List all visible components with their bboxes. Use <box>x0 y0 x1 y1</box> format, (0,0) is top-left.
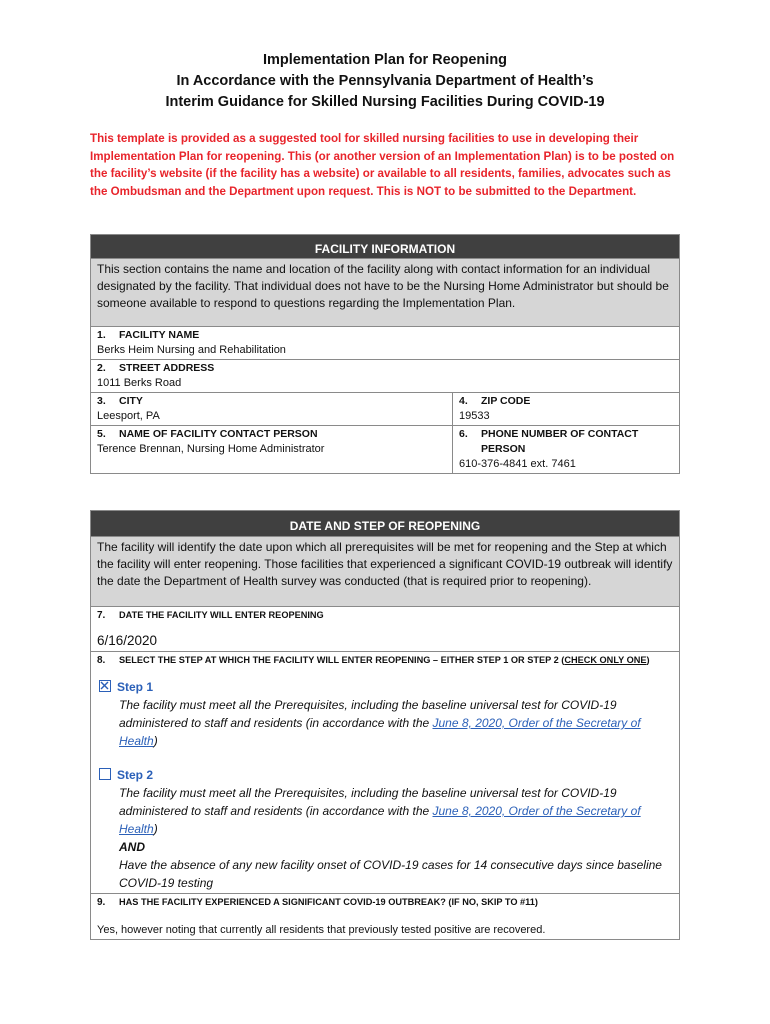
outbreak-field[interactable]: Yes, however noting that currently all residents that previously tested positive are recovered. <box>97 924 546 936</box>
city-label: 3. CITY <box>97 395 143 407</box>
city-cell <box>91 393 453 426</box>
step-1-description: The facility must meet all the Prerequisites, including the baseline universal test for COVID-19 administered to staff and residents (in accordance with the June 8, 2020, Order of the Secretary of Health) <box>119 698 641 748</box>
step-2-description-2: Have the absence of any new facility onset of COVID-19 cases for 14 consecutive days since baseline COVID-19 testing <box>119 858 662 890</box>
outbreak-cell <box>91 894 680 940</box>
step-2-checkbox[interactable] <box>99 768 111 780</box>
city-field[interactable]: Leesport, PA <box>97 410 160 422</box>
street-address-label: 2. STREET ADDRESS <box>97 362 215 374</box>
reopening-header: DATE AND STEP OF REOPENING <box>91 511 680 537</box>
step-1-option <box>97 678 673 750</box>
reopening-description: The facility will identify the date upon which all prerequisites will be met for reopening and the Step at which the facility will enter reopening. Those facilities that experienced a significant COVID-19 outbreak will identify the date the Department of Health survey was conducted (that is required prior to reopening). <box>91 537 680 607</box>
step-1-label: Step 1 <box>117 680 154 694</box>
step-1-order-link[interactable]: June 8, 2020, Order of the Secretary of Health <box>119 716 641 748</box>
phone-number-field[interactable]: 610-376-4841 ext. 7461 <box>459 458 576 470</box>
reopening-date-cell <box>91 607 680 652</box>
zip-code-field[interactable]: 19533 <box>459 410 490 422</box>
title-line-2: In Accordance with the Pennsylvania Department of Health’s <box>176 73 594 89</box>
title-line-1: Implementation Plan for Reopening <box>262 52 508 68</box>
contact-person-cell <box>91 426 453 474</box>
intro-notice: This template is provided as a suggested tool for skilled nursing facilities to use in developing their Implementation Plan for reopening. This (or another version of an Implementation Plan) is to be posted on the facility’s website (if the facility has a website) or available to all residents, families, advocates such as the Ombudsman and the Department upon request. This is NOT to be submitted to the Department. <box>90 132 675 198</box>
zip-code-label: 4. ZIP CODE <box>459 395 531 407</box>
step-2-option <box>97 766 673 892</box>
document-title <box>0 50 770 113</box>
title-line-3: Interim Guidance for Skilled Nursing Facilities During COVID-19 <box>165 94 605 110</box>
reopening-date-label: 7. DATE THE FACILITY WILL ENTER REOPENING <box>97 610 324 621</box>
street-address-cell <box>91 360 680 393</box>
step-2-order-link[interactable]: June 8, 2020, Order of the Secretary of Health <box>119 804 641 836</box>
checkmark-x-icon <box>100 681 109 690</box>
step-2-and: AND <box>119 840 145 854</box>
reopening-step-cell <box>91 652 680 894</box>
facility-name-field[interactable]: Berks Heim Nursing and Rehabilitation <box>97 344 286 356</box>
contact-person-label: 5. NAME OF FACILITY CONTACT PERSON <box>97 428 318 440</box>
step-1-checkbox[interactable] <box>99 680 111 692</box>
reopening-table <box>90 510 680 940</box>
step-2-label: Step 2 <box>117 768 154 782</box>
facility-name-cell <box>91 327 680 360</box>
facility-header: FACILITY INFORMATION <box>91 235 680 259</box>
street-address-field[interactable]: 1011 Berks Road <box>97 377 182 389</box>
phone-number-cell <box>453 426 680 474</box>
reopening-step-label: 8. SELECT THE STEP AT WHICH THE FACILITY WILL ENTER REOPENING – EITHER STEP 1 OR STEP 2 (CHECK ONLY ONE) <box>97 655 650 666</box>
facility-name-label: 1. FACILITY NAME <box>97 329 200 341</box>
reopening-date-field[interactable]: 6/16/2020 <box>97 633 158 648</box>
outbreak-label: 9. HAS THE FACILITY EXPERIENCED A SIGNIFICANT COVID-19 OUTBREAK? (IF NO, SKIP TO #11) <box>97 897 538 908</box>
facility-description: This section contains the name and location of the facility along with contact information for an individual designated by the facility. That individual does not have to be the Nursing Home Administrator but should be someone available to respond to questions regarding the Implementation Plan. <box>91 259 680 327</box>
step-2-description: The facility must meet all the Prerequisites, including the baseline universal test for COVID-19 administered to staff and residents (in accordance with the June 8, 2020, Order of the Secretary of Health) AND Have the absence of any new facility onset of COVID-19 cases for 14 consecutive days since baseline COVID-19 testing <box>119 786 662 890</box>
phone-number-label: 6. PHONE NUMBER OF CONTACT PERSON <box>459 428 639 455</box>
contact-person-field[interactable]: Terence Brennan, Nursing Home Administrator <box>97 443 325 455</box>
zip-code-cell <box>453 393 680 426</box>
facility-information-table <box>90 234 680 474</box>
